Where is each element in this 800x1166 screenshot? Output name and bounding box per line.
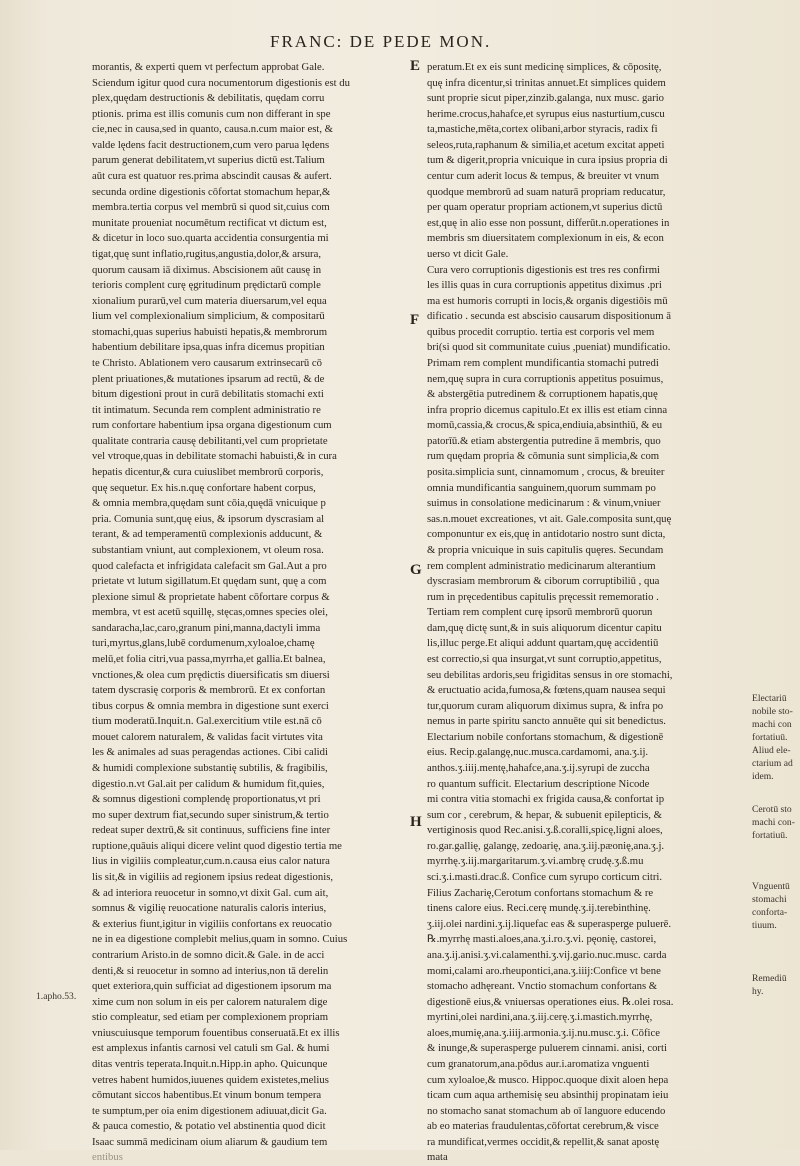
section-letter-h: H [410, 814, 422, 830]
right-text-line: rum quędam propria & cōmunia sunt simplicia,& com [427, 450, 660, 463]
left-text-line: & omnia membra,quędam sunt cōia,quędā vnicuique p [92, 497, 326, 510]
left-text-line: te Christo. Ablationem vero causarum extrinsecarū cō [92, 356, 323, 369]
left-text-line: & exterius fiunt,igitur in vigiliis confortans ex reuocatio [92, 917, 332, 930]
margin-note-line: tiuum. [752, 920, 777, 931]
left-text-line: denti,& si reuocetur in somno ad interius,non tā derelin [92, 964, 329, 977]
left-text-line: xionalium purarū,vel cum materia diuersarum,vel equa [92, 294, 327, 307]
left-text-line: sandaracha,lac,caro,granum pini,manna,dactyli imma [92, 621, 321, 634]
right-text-line: & eructuatio acida,fumosa,& fœtens,quam nausea sequi [427, 684, 666, 697]
right-text-line: herime.crocus,hahafce,et syrupus eius nasturtium,cuscu [427, 107, 665, 120]
right-text-line: les illis quas in cura corruptionis appetitus diximus .pri [427, 279, 662, 292]
left-text-line: mo super dextrum fiat,secundo super sinistrum,& tertio [92, 808, 329, 821]
right-text-line: cum xyloaloe,& musco. Hippoc.quoque dixit aloen hepa [427, 1073, 669, 1086]
right-text-line: membris sm diuersitatem complexionum in eis, & econ [427, 232, 664, 245]
left-text-line: tigat,quę sunt inflatio,rugitus,angustia,dolor,& arsura, [92, 247, 322, 260]
right-text-line: aloes,mumię,ana.ʒ.iiij.armonia.ʒ.ij.nu.musc.ʒ.i. Cōfice [427, 1026, 660, 1039]
left-text-line: secunda ordine digestionis cōfortat stomachum hepar,& [92, 185, 331, 198]
left-text-line: redeat super dextrū,& sit continuus, sufficiens fine inter [92, 824, 331, 837]
left-text-line: te sumptum,per oia enim digestionem adiuuat,dicit Ga. [92, 1104, 327, 1117]
right-text-line: ro quantum sufficit. Electarium descriptione Nicode [427, 777, 650, 790]
right-text-line: anthos.ʒ.iiij.mentę,hahafce,ana.ʒ.ij.syrupi de zuccha [427, 762, 650, 775]
right-text-line: mi contra vitia stomachi ex frigida causa,& confortat ip [427, 793, 665, 806]
left-text-line: & dicetur in loco suo.quarta accidentia consurgentia mi [92, 232, 329, 245]
left-text-line: rum confortare habentium ipsa organa digestionum cum [92, 419, 332, 432]
right-text-line: seleos,ruta,raphanum & similia,et acetum excitat appeti [427, 138, 665, 151]
right-text-line: quodque membrorū ad suam naturā propriam reducatur, [427, 185, 666, 198]
left-text-line: mouet calorem naturalem, & validas facit virtutes vita [92, 730, 323, 743]
right-text-line: momi,calami aro.rheupontici,ana.ʒ.iiij:Confice vt bene [427, 964, 661, 977]
right-text-line: omnia mundificantia sanguinem,quorum summam po [427, 481, 656, 494]
left-text-line: Isaac summā medicinam oium aliarum & gaudium tem [92, 1135, 328, 1148]
right-text-line: patorīū.& etiam abstergentia putredine ā membris, quo [427, 434, 661, 447]
right-text-line: componuntur ex eis,quę in antidotario nostro sunt dicta, [427, 528, 666, 541]
right-text-line: & abstergētia putredinem & corruptionem hapatis,quę [427, 388, 658, 401]
right-text-line: dam,quę dictę sunt,& in suis aliquorum dicentur capitu [427, 621, 662, 634]
margin-note-line: fortatiuū. [752, 732, 788, 743]
left-text-line: munitate proueniat nocumētum rectificat vt dictum est, [92, 216, 327, 229]
left-text-line: digestio.n.vt Gal.ait per calidum & humidum fit,quies, [92, 777, 325, 790]
right-text-line: posita.simplicia sunt, cinnamomum , crocus, & breuiter [427, 466, 665, 479]
left-text-line: tit intimatum. Secunda rem complent administratio re [92, 403, 321, 416]
left-text-line: vnctiones,& olea cum prędictis diuersificatis sm diuersi [92, 668, 330, 681]
left-text-line: xime cum non solum in eis per calorem naturalem dige [92, 995, 328, 1008]
margin-note-line: Vnguentū [752, 881, 790, 892]
left-text-line: & ad interiora reuocetur in somno,vt dixit Gal. cum ait, [92, 886, 329, 899]
right-text-line: ab eo materias fraudulentas,cōfortat cerebrum,& visce [427, 1120, 659, 1133]
left-text-line: lis sit,& in vigiliis ad regionem ipsius redeat digestionis, [92, 871, 334, 884]
right-text-line: myrrhę.ʒ.iij.margaritarum.ʒ.vi.ambrę crudę.ʒ.ß.mu [427, 855, 644, 868]
left-text-line: entibus [92, 1151, 123, 1164]
left-text-line: bitum digestioni prout in curā debilitatis stomachi exti [92, 388, 324, 401]
left-text-line: valde lędens facit destructionem,cum vero parua lędens [92, 138, 330, 151]
margin-note-remedium [752, 972, 800, 998]
left-text-line: est amplexus infantis carnosi vel catuli sm Gal. & humi [92, 1042, 330, 1055]
right-text-line: lis,illuc perge.Et aliqui addunt quartam,quę accidentiū [427, 637, 659, 650]
right-text-line: sum cor , cerebrum, & hepar, & subuenit epilepticis, & [427, 808, 662, 821]
margin-note-line: Remediū [752, 973, 787, 984]
right-text-line: ro.gar.gallię, galangę, zedoarię, ana.ʒ.iij.pæonię,ana.ʒ.j. [427, 839, 665, 852]
left-text-line: melū,et folia citri,vua passa,myrrha,et gallia.Et balnea, [92, 652, 326, 665]
right-text-line: & inunge,& superasperge puluerem cinnami. anisi, corti [427, 1042, 667, 1055]
right-text-line: est,quę in alio esse non possunt, differūt.n.operationes in [427, 216, 670, 229]
left-text-line: les & animales ad suas peragendas actiones. Cibi calidi [92, 746, 328, 759]
left-text-line: aūt cura est quatuor res.prima abscindit causas & aufert. [92, 170, 332, 183]
section-letter-g: G [410, 562, 422, 578]
left-text-line: turi,myrtus,glans,lubē cordumenum,xyloaloe,chamę [92, 637, 315, 650]
margin-note-line: nobile sto- [752, 706, 793, 717]
left-text-line: membra.tertia corpus vel membrū si quod sit,cuius com [92, 201, 330, 214]
right-text-line: ana.ʒ.ij.anisi.ʒ.vi.calamenthi.ʒ.vij.gario.nuc.musc. carda [427, 948, 667, 961]
right-text-line: bri(si quod sit communitate cuius ,pueniat) mundificatio. [427, 341, 671, 354]
right-text-line: tinens calore eius. Reci.cerę mundę.ʒ.ij.terebinthinę. [427, 902, 651, 915]
right-text-line: sci.ʒ.i.masti.drac.ß. Confice cum syrupo corticum citri. [427, 871, 663, 884]
left-text-line: ne in ea digestione complebit melius,quam in somno. Cuius [92, 933, 348, 946]
left-text-line: lius in vigiliis compleatur,cum.n.causa eius calor natura [92, 855, 330, 868]
right-text-line: cum granatorum,ana.pōdus aur.i.aromatiza vnguenti [427, 1058, 650, 1070]
left-text-line: tium moderatū.Inquit.n. Gal.exercitium vtile est.nā cō [92, 715, 322, 728]
right-text-line: quibus procedit corruptio. tertia est corporis vel mem [427, 325, 655, 338]
margin-note-electarium [752, 692, 800, 783]
left-text-line: tatem dyscrasię corporis & membrorū. Et ex confortan [92, 684, 326, 697]
left-text-line: ditas ventris teperata.Inquit.n.Hipp.in apho. Quicunque [92, 1058, 328, 1070]
right-text-line: per quam operatur propriam actionem,vt superius dictū [427, 201, 663, 214]
left-text-line: quet exteriora,quin sufficiat ad digestionem ipsorum ma [92, 980, 332, 993]
margin-note-line: machi con- [752, 817, 795, 828]
right-text-line: suimus in consolatione medicinarum : & vinum,vniuer [427, 497, 661, 510]
right-text-line: no stomacho sanat stomachum ab oī languore educendo [427, 1104, 666, 1117]
margin-note-line: fortatiuū. [752, 830, 788, 841]
left-text-line: plent priuationes,& mutationes ipsarum ad rectū, & de [92, 372, 325, 385]
left-text-line: quorum causam iā diximus. Abscisionem aūt causę in [92, 263, 322, 276]
right-text-line: nem,quę supra in cura corruptionis appetitus posuimus, [427, 372, 664, 385]
left-text-line: pria. Comunia sunt,quę eius, & ipsorum dyscrasiam al [92, 512, 325, 525]
margin-note-line: machi con [752, 719, 792, 730]
right-text-line: dificatio . secunda est abscisio causarum dispositionum ā [427, 310, 671, 323]
left-text-line: substantiam vniunt, aut complexionem, vt oleum rosa. [92, 543, 324, 556]
left-text-line: prietate vt lutum sigillatum.Et quędam sunt, quę a com [92, 575, 327, 588]
margin-note-unguentum [752, 880, 800, 932]
margin-note-line: hy. [752, 986, 764, 997]
left-text-line: vetres habent humidos,iuuenes quidem existetes,melius [92, 1073, 329, 1086]
right-text-line: Cura vero corruptionis digestionis est tres res confirmi [427, 263, 660, 276]
right-text-line: Electarium nobile confortans stomachum, & digestionē [427, 730, 664, 743]
right-text-line: digestionē eius,& vniuersas operationes eius. ℞.olei rosa. [427, 995, 674, 1008]
right-text-line: ra mundificat,vermes occidit,& repellit,& sanat apostę [427, 1135, 660, 1148]
left-text-line: terant, & ad temperamentū complexionis adducunt, & [92, 528, 323, 541]
right-text-line: myrtini,olei nardini,ana.ʒ.iij.cerę.ʒ.i.mastich.myrrhę, [427, 1011, 653, 1024]
left-text-line: contrarium Aristo.in de somno dicit.& Gale. in de acci [92, 948, 325, 961]
margin-note-line: idem. [752, 771, 774, 782]
running-head: FRANC: DE PEDE MON. [270, 32, 492, 51]
left-text-line: ruptione,quāuis aliqui dicere velint quod digestio tertia me [92, 839, 342, 852]
left-text-line: morantis, & experti quem vt perfectum approbat Gale. [92, 61, 325, 73]
margin-note-line: ctarium ad [752, 758, 793, 769]
left-text-line: vniuscuiusque temporum fouentibus conseruatā.Et ex illis [92, 1026, 340, 1039]
left-text-line: membra, vt est acetū squillę, stęcas,omnes species olei, [92, 606, 328, 619]
right-text-line: rum in pręcedentibus capitulis pręcessit rememoratio . [427, 590, 659, 603]
margin-note-aphorism [36, 990, 76, 1003]
right-text-line: centur cum aderit locus & tempus, & breuiter vt vnum [427, 170, 660, 183]
left-text-line: plexione simul & proprietate habent cōfortare corpus & [92, 590, 330, 603]
right-text-line: nemus in parte spiritu sancto annuēte qui sit benedictus. [427, 715, 666, 728]
margin-note-line: Electariū [752, 693, 787, 704]
margin-note-cerotum [752, 803, 800, 842]
right-text-line: vertiginosis quod Rec.anisi.ʒ.ß.coralli,spicę,ligni aloes, [427, 824, 663, 837]
right-text-line: momū,cassia,& crocus,& spica,endiuia,absinthiū, & eu [427, 419, 663, 432]
right-text-line: dyscrasiam membrorum & ciborum corruptibiliū , qua [427, 575, 660, 588]
right-text-line: ticam cum aqua arthemisię seu absinthij propinatam ieiu [427, 1089, 669, 1102]
left-text-line: stomachi,quas superius habuisti hepatis,& membrorum [92, 325, 328, 338]
margin-note-line: Cerotū sto [752, 804, 792, 815]
right-text-line: uerso vt dicit Gale. [427, 247, 509, 260]
margin-note-line: Aliud ele- [752, 745, 791, 756]
left-text-line: hepatis dicentur,& cura cuiuslibet membrorū corporis, [92, 466, 324, 479]
margin-note-line: stomachi [752, 894, 787, 905]
left-text-line: plex,quędam destructionis & debilitatis, quędam corru [92, 92, 325, 105]
left-text-line: somnus & vigilię reuocatione naturalis caloris interius, [92, 902, 327, 915]
left-text-line: stio compleatur, sed etiam per complexionem propriam [92, 1011, 329, 1024]
left-text-line: vel vtroque,quas in debilitate stomachi habuisti,& in cura [92, 450, 337, 463]
right-text-line: eius. Recip.galangę,nuc.musca.cardamomi, ana.ʒ.ij. [427, 746, 649, 759]
right-text-line: ta,mastiche,mēta,cortex olibani,arbor styracis, radix fi [427, 123, 658, 136]
left-text-line: lium vel complexionalium simplicium, & compositarū [92, 310, 325, 323]
right-text-line: Primam rem complent mundificantia stomachi putredi [427, 356, 659, 369]
right-text-line: mata [427, 1151, 448, 1164]
left-text-line: cōmutant siccos habentibus.Et vinum bonum tempera [92, 1089, 322, 1102]
left-text-line: ptionis. prima est illis comunis cum non differant in spe [92, 107, 331, 120]
left-text-line: & somnus digestioni complendę proportionatus,vt pri [92, 793, 321, 806]
left-text-line: tibus corpus & omnia membra in digestione sunt exerci [92, 699, 329, 712]
margin-note-line: 1.apho.53. [36, 991, 77, 1002]
section-letter-e: E [410, 58, 421, 74]
right-text-line: sas.n.mouet excreationes, vt ait. Gale.composita sunt,quę [427, 512, 672, 525]
right-text-line: tur,quorum curam aliquorum diximus supra, & infra po [427, 699, 664, 712]
right-text-line: Filius Zacharię,Cerotum confortans stomachum & re [427, 886, 654, 899]
right-text-line: infra proprio dicemus capitulo.Et ex illis est etiam cinna [427, 403, 668, 416]
right-text-line: rem complent administratio medicinarum alterantium [427, 559, 656, 572]
left-text-line: Sciendum igitur quod cura nocumentorum digestionis est du [92, 76, 350, 89]
right-text-line: ma est humoris corrupti in locis,& organis digestiōis mū [427, 294, 668, 307]
right-text-line: est correctio,si qua insurgat,vt sunt corruptio,appetitus, [427, 652, 662, 665]
left-text-line: & pauca comestio, & potatio vel abstinentia quod dicit [92, 1120, 326, 1133]
left-text-line: & humidi complexione substantię subtilis, & fragibilis, [92, 762, 328, 775]
left-text-line: qualitate contraria causę debilitanti,vel cum proprietate [92, 434, 328, 447]
section-letter-f: F [410, 312, 420, 328]
right-text-line: peratum.Et ex eis sunt medicinę simplices, & cōpositę, [427, 61, 662, 73]
right-text-line: sunt proprie sicut piper,zinzib.galanga, nux musc. gario [427, 92, 665, 105]
right-text-line: Tertiam rem complent curę ipsorū membrorū quorun [427, 606, 653, 619]
right-text-line: quę infra dicentur,si trinitas annuet.Et simplices quidem [427, 76, 666, 89]
right-text-line: stomacho adhęreant. Vnctio stomachum confortans & [427, 980, 658, 993]
right-text-column [427, 60, 749, 1166]
left-text-line: parum generat debilitatem,vt superius dictū est.Talium [92, 154, 325, 167]
left-text-line: cie,nec in causa,sed in quanto, causa.n.cum maior est, & [92, 123, 333, 136]
right-text-line: & propria vnicuique in suis capitulis quęres. Secundam [427, 543, 664, 556]
right-text-line: ℞.myrrhę masti.aloes,ana.ʒ.i.ro.ʒ.vi. pęonię, castorei, [427, 933, 657, 946]
left-text-line: terioris complent curę ęgritudinum prędictarū comple [92, 279, 321, 292]
margin-note-line: conforta- [752, 907, 788, 918]
left-text-line: quę sequetur. Ex his.n.quę confortare habent corpus, [92, 481, 316, 494]
left-text-line: quod calefacta et infrigidata calefacit sm Gal.Aut a pro [92, 559, 327, 572]
right-text-line: seu debilitas ardoris,seu frigiditas sensus in ore stomachi, [427, 668, 673, 681]
right-text-line: tum & digerit,propria vnicuique in cura ipsius propria di [427, 154, 668, 167]
left-text-line: habentium debilitare ipsa,quas infra dicemus propitian [92, 341, 325, 354]
right-text-line: ʒ.iij.olei nardini.ʒ.ij.liquefac eas & superasperge puluerē. [427, 917, 672, 930]
left-text-column [92, 60, 410, 1166]
